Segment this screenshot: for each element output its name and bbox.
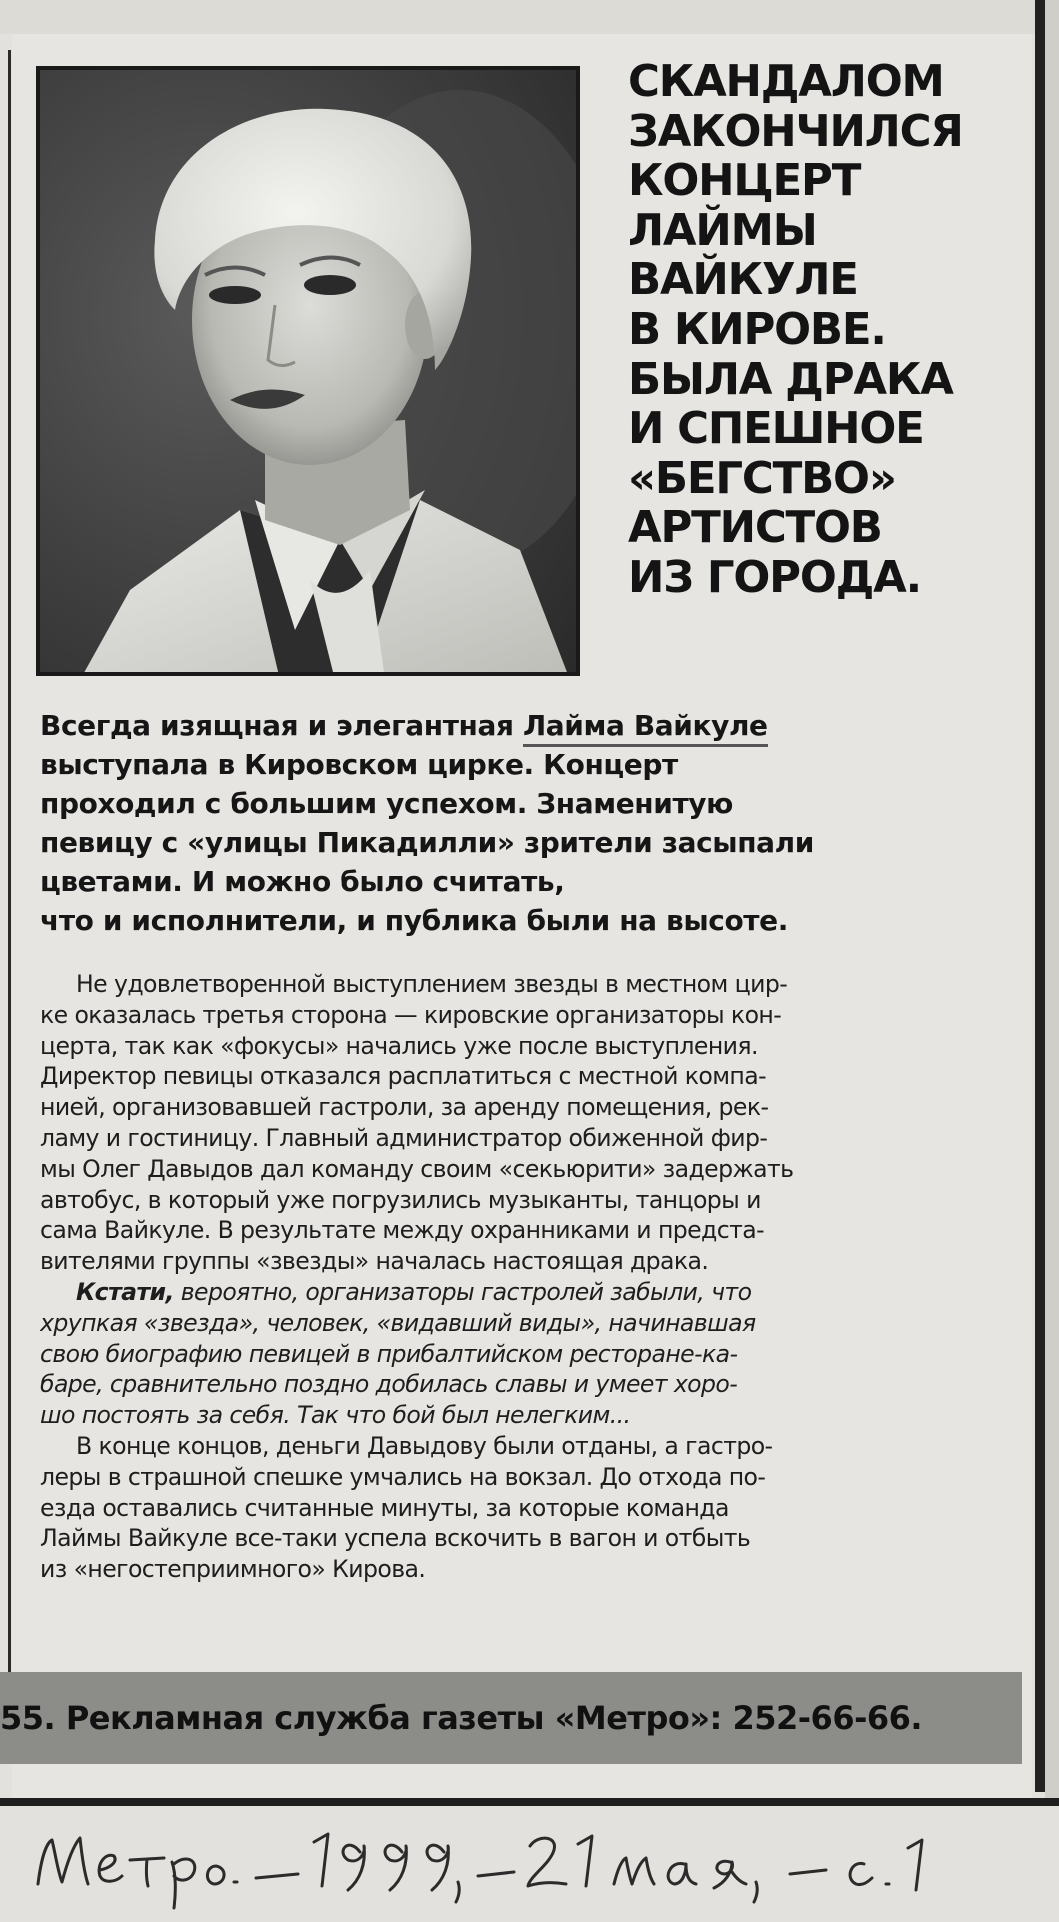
- headline-line: КОНЦЕРТ: [628, 156, 861, 207]
- article-body: [40, 969, 1025, 1585]
- lead-line: проходил с большим успехом. Знаменитую: [40, 787, 733, 820]
- headline-line: ВАЙКУЛЕ: [628, 255, 858, 306]
- body-line-text: вероятно, организаторы гастролей забыли, что: [173, 1277, 752, 1306]
- left-column-rule: [8, 50, 11, 1680]
- body-line: вителями группы «звезды» началась настоящая драка.: [40, 1247, 709, 1276]
- top-paper-strip: [0, 0, 1059, 34]
- body-line: ламу и гостиницу. Главный администратор обиженной фир-: [40, 1123, 768, 1152]
- body-line: ке оказалась третья сторона — кировские организаторы кон-: [40, 1000, 782, 1029]
- right-column-rule: [1035, 0, 1045, 1792]
- article-lead: [40, 706, 1030, 940]
- body-line: нией, организовавшей гастроли, за аренду помещения, рек-: [40, 1093, 769, 1122]
- headline-line: ЗАКОНЧИЛСЯ: [628, 106, 963, 157]
- lead-line-text: Всегда изящная и элегантная: [40, 709, 523, 742]
- body-line: свою биографию певицей в прибалтийском ресторане-ка-: [40, 1339, 738, 1368]
- body-line: хрупкая «звезда», человек, «видавший виды», начинавшая: [40, 1308, 756, 1337]
- body-line: шо постоять за себя. Так что бой был нелегким...: [40, 1401, 631, 1430]
- headline-line: И СПЕШНОЕ: [628, 404, 924, 455]
- headline-line: СКАНДАЛОМ: [628, 57, 944, 107]
- headline-line: «БЕГСТВО»: [628, 453, 896, 504]
- singer-portrait-illustration: [40, 70, 580, 676]
- kstati-lead: Кстати,: [76, 1277, 174, 1306]
- body-line: баре, сравнительно поздно добилась славы и умеет хоро-: [40, 1370, 738, 1399]
- body-line: Лаймы Вайкуле все-таки успела вскочить в вагон и отбыть: [40, 1524, 751, 1553]
- advertising-contact-text: 55. Рекламная служба газеты «Метро»: 252-66-66.: [0, 1699, 923, 1737]
- lead-line: цветами. И можно было считать,: [40, 865, 565, 898]
- headline-line: БЫЛА ДРАКА: [628, 354, 953, 405]
- body-line: автобус, в который уже погрузились музыканты, танцоры и: [40, 1185, 761, 1214]
- handwritten-source-note: [30, 1812, 1010, 1912]
- highlighted-name: Лайма Вайкуле: [523, 709, 768, 747]
- body-line: [40, 1277, 1025, 1308]
- singer-photo: [36, 66, 580, 676]
- lead-line: [40, 706, 1030, 745]
- lead-line: певицу с «улицы Пикадилли» зрители засыпали: [40, 826, 814, 859]
- body-line: Не удовлетворенной выступлением звезды в местном цир-: [76, 970, 788, 998]
- body-line: сама Вайкуле. В результате между охранниками и предста-: [40, 1216, 765, 1245]
- right-paper-edge: [1045, 0, 1059, 1800]
- article-headline: [628, 58, 1028, 604]
- lead-line: что и исполнители, и публика были на высоте.: [40, 904, 788, 937]
- body-line: мы Олег Давыдов дал команду своим «секьюрити» задержать: [40, 1154, 794, 1183]
- body-line: из «негостеприимного» Кирова.: [40, 1555, 426, 1584]
- body-line: церта, так как «фокусы» начались уже после выступления.: [40, 1031, 758, 1060]
- lead-line: выступала в Кировском цирке. Концерт: [40, 748, 678, 781]
- body-line: В конце концов, деньги Давыдову были отданы, а гастро-: [76, 1431, 773, 1460]
- headline-line: ИЗ ГОРОДА.: [628, 552, 921, 603]
- headline-line: ЛАЙМЫ: [628, 205, 817, 256]
- body-line: езда оставались считанные минуты, за которые команда: [40, 1493, 729, 1522]
- bottom-rule: [0, 1798, 1059, 1806]
- body-line: леры в страшной спешке умчались на вокзал. До отхода по-: [40, 1462, 766, 1491]
- body-line: Директор певицы отказался расплатиться с местной компа-: [40, 1062, 767, 1091]
- headline-line: АРТИСТОВ: [628, 503, 882, 554]
- headline-line: В КИРОВЕ.: [628, 304, 886, 355]
